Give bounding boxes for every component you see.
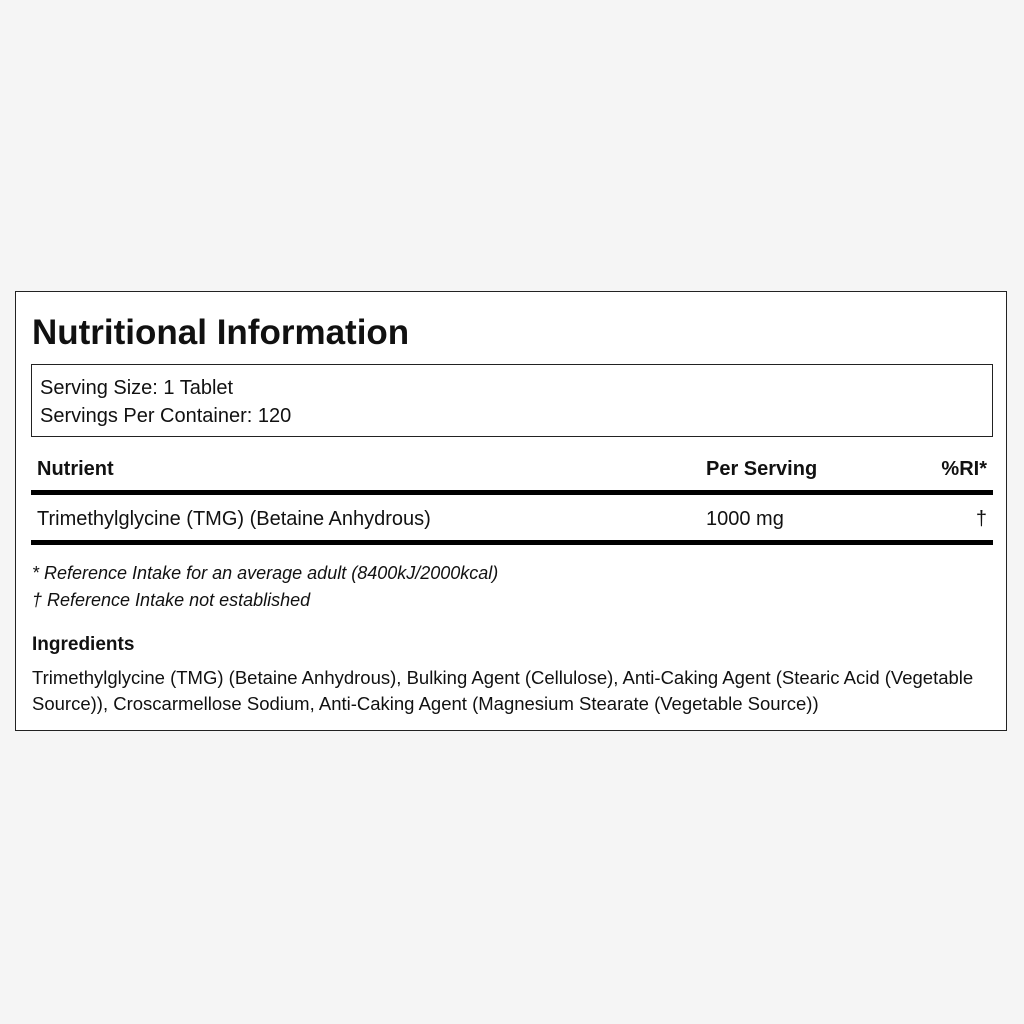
header-nutrient: Nutrient (37, 458, 114, 480)
table-row (31, 504, 993, 545)
header-ri: %RI* (941, 458, 987, 480)
row-nutrient: Trimethylglycine (TMG) (Betaine Anhydrous) (37, 508, 431, 530)
nutrition-label-panel (15, 291, 1007, 731)
ingredients-text: Trimethylglycine (TMG) (Betaine Anhydrous), Bulking Agent (Cellulose), Anti-Caking Agent (Stearic Acid (Vegetable Source)), Croscarmellose Sodium, Anti-Caking Agent (Magnesium Stearate (Vegetable Source)) (32, 667, 974, 714)
footnote-not-established: † Reference Intake not established (32, 590, 311, 610)
ingredients-heading: Ingredients (32, 634, 135, 655)
serving-size: Serving Size: 1 Tablet (40, 377, 234, 399)
label-title: Nutritional Information (32, 313, 410, 352)
servings-per-container: Servings Per Container: 120 (40, 405, 292, 427)
nutrient-table-header (31, 454, 993, 495)
row-per-serving: 1000 mg (706, 508, 784, 530)
row-ri: † (975, 508, 987, 530)
header-per-serving: Per Serving (706, 458, 818, 480)
serving-info-box (31, 364, 993, 437)
footnote-reference-intake: * Reference Intake for an average adult (8400kJ/2000kcal) (32, 563, 499, 583)
footnotes (32, 560, 498, 614)
